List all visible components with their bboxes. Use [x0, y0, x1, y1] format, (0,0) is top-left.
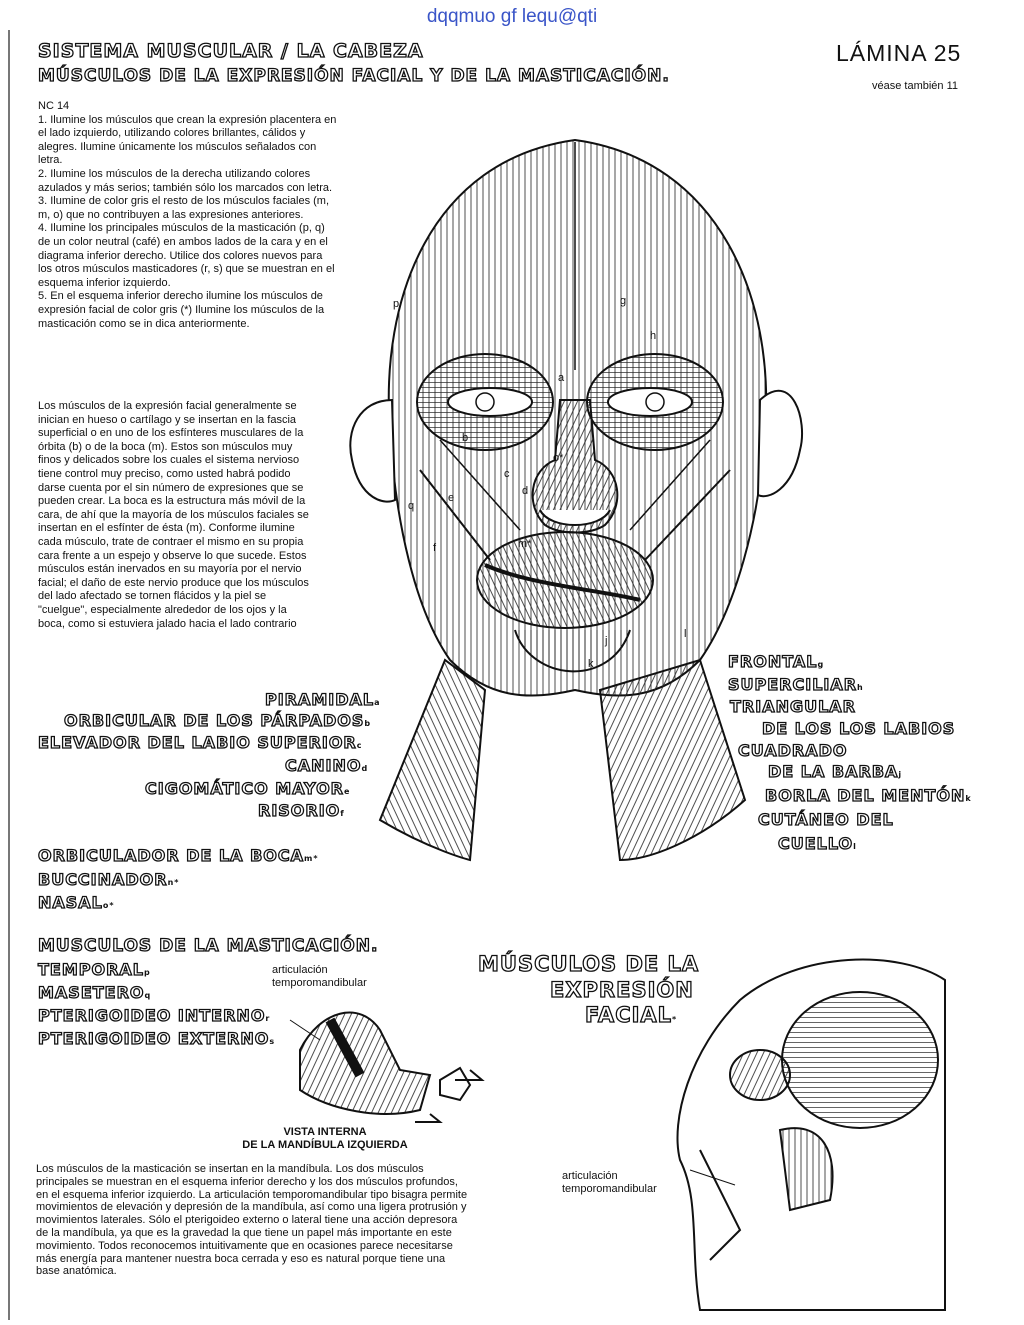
title-line-2: MÚSCULOS DE LA EXPRESIÓN FACIAL Y DE LA MASTICACIÓN.: [38, 66, 670, 86]
expression-heading-1: MÚSCULOS DE LA: [478, 952, 700, 976]
label-orbiculador-boca: ORBICULADOR DE LA BOCAm*: [38, 846, 319, 865]
face-letter-p: p: [393, 298, 400, 310]
label-frontal: FRONTALg: [728, 652, 825, 671]
joint-label-left: articulación temporomandibular: [272, 964, 367, 989]
label-nasal: NASALo*: [38, 893, 115, 912]
title-line-1: SISTEMA MUSCULAR / LA CABEZA: [38, 40, 424, 62]
face-letter-o: o*: [553, 452, 564, 464]
plate-number: LÁMINA 25: [836, 40, 962, 66]
expression-heading-3: FACIAL*: [585, 1003, 678, 1027]
face-letter-q: q: [408, 500, 415, 512]
view-caption-2: DE LA MANDÍBULA IZQUIERDA: [242, 1139, 408, 1151]
label-masetero: MASETEROq: [38, 983, 152, 1002]
face-letter-m: m*: [518, 538, 532, 550]
label-elevador-labio: ELEVADOR DEL LABIO SUPERIORc: [38, 733, 363, 752]
label-pterigoideo-externo: PTERIGOIDEO EXTERNOs: [38, 1029, 276, 1048]
label-triangular: TRIANGULAR: [730, 697, 856, 716]
label-borla-menton: BORLA DEL MENTÓNk: [765, 786, 972, 805]
face-letter-g: g: [620, 295, 627, 307]
face-letter-h: h: [650, 330, 657, 342]
instruction-5: 5. En el esquema inferior derecho ilumine los músculos de expresión facial de color gris (*) Ilumine los músculos de la masticación como se in dica anteriormente.: [38, 290, 325, 330]
mastication-heading: MUSCULOS DE LA MASTICACIÓN.: [38, 936, 379, 956]
joint-label-right: articulación temporomandibular: [562, 1170, 657, 1195]
face-letter-a: a: [558, 372, 565, 384]
label-cutaneo: CUTÁNEO DEL: [758, 810, 894, 829]
label-pterigoideo-interno: PTERIGOIDEO INTERNOr: [38, 1006, 271, 1025]
face-letter-b: b: [462, 432, 469, 444]
instruction-3: 3. Ilumine de color gris el resto de los músculos faciales (m, m, o) que no contribuyen a las expresiones anteriores.: [38, 195, 330, 221]
label-barba: DE LA BARBAj: [768, 762, 903, 781]
bottom-paragraph: Los músculos de la masticación se insertan en la mandíbula. Los dos músculos principales se muestran en el esquema inferior derecho y los dos músculos profundos, en el esquema inferior izquierdo. La articulación temporomandibular tipo bisagra permite movimientos de elevación y depresión de la mandíbula, así como una ligera protrusión y movimientos laterales. Sólo el pterigoideo externo o lateral tiene una acción depresora de la mandíbula, ya que es la gravedad la que tiene un papel más importante en este movimiento. Todos reconocemos intuitivamente que en ocasiones parece necesitarse más energía para mantener nuestra boca cerrada y eso es natural porque tiene una base anatómica.: [36, 1163, 468, 1278]
see-also: véase también 11: [872, 80, 959, 92]
face-letter-l: l: [684, 628, 687, 640]
face-letter-c: c: [504, 468, 510, 480]
label-risorio: RISORIOf: [258, 801, 345, 820]
face-letter-d: d: [522, 485, 529, 497]
label-orbicular-parpados: ORBICULAR DE LOS PÁRPADOSb: [64, 711, 372, 730]
label-triangular-2: DE LOS LOS LABIOS: [762, 719, 956, 738]
instruction-4: 4. Ilumine los principales músculos de la masticación (p, q) de un color neutral (café) en ambos lados de la cara y en el diagrama inferior derecho. Utilice dos colores nuevos para los otros músculos masticadores (r, s) que se muestran en el esquema inferior izquierdo.: [38, 222, 335, 289]
face-letter-f: f: [433, 542, 437, 554]
label-cuello: CUELLOl: [778, 834, 857, 853]
label-cigomatico: CIGOMÁTICO MAYORe: [145, 779, 351, 798]
facial-paragraph: Los músculos de la expresión facial generalmente se inician en hueso o cartílago y se insertan en la fascia superficial o en uno de los esfínteres musculares de la órbita (b) o de la boca (m). Estos son músculos muy finos y delicados sobre los cuales el sistema nervioso tiene control muy preciso, como usted habrá podido darse cuenta por el sin número de expresiones que se pueden crear. La boca es la estructura más móvil de la cara, de ahí que la mayoría de los músculos faciales se insertan en el esfínter de ésta (m). Conforme ilumine cada músculo, trate de contraer el mismo en su propia cara frente a un espejo y observe lo que sucede. Estos músculos están inervados en su mayoría por el nervio facial; el daño de este nervio produce que los músculos del lado afectado se tornen flácidos y la piel se "cuelgue", especialmente alrededor de los ojos y la boca, como si estuviera jalado hacia el lado contrario: [38, 400, 309, 630]
nc-code: NC 14: [38, 100, 70, 112]
label-superciliar: SUPERCILIARh: [728, 675, 864, 694]
label-cuadrado: CUADRADO: [738, 741, 848, 760]
view-caption-1: VISTA INTERNA: [283, 1126, 367, 1138]
label-canino: CANINOd: [285, 756, 369, 775]
label-piramidal: PIRAMIDALa: [265, 690, 381, 709]
expression-heading-2: EXPRESIÓN: [550, 978, 694, 1002]
label-temporal: TEMPORALp: [38, 960, 151, 979]
face-letter-j: j: [605, 635, 608, 647]
instruction-2: 2. Ilumine los músculos de la derecha utilizando colores azulados y más serios; también sólo los marcados con letra.: [38, 167, 333, 194]
face-letter-e: e: [448, 492, 455, 504]
face-letter-k: k: [588, 658, 594, 670]
header-link[interactable]: dqqmuo gf lequ@qti: [426, 6, 598, 27]
instruction-1: 1. Ilumine los músculos que crean la expresión placentera en el lado izquierdo, utilizando colores brillantes, cálidos y alegres. Ilumine únicamente los músculos señalados con letra.: [38, 113, 337, 167]
label-buccinador: BUCCINADORn*: [38, 870, 180, 889]
